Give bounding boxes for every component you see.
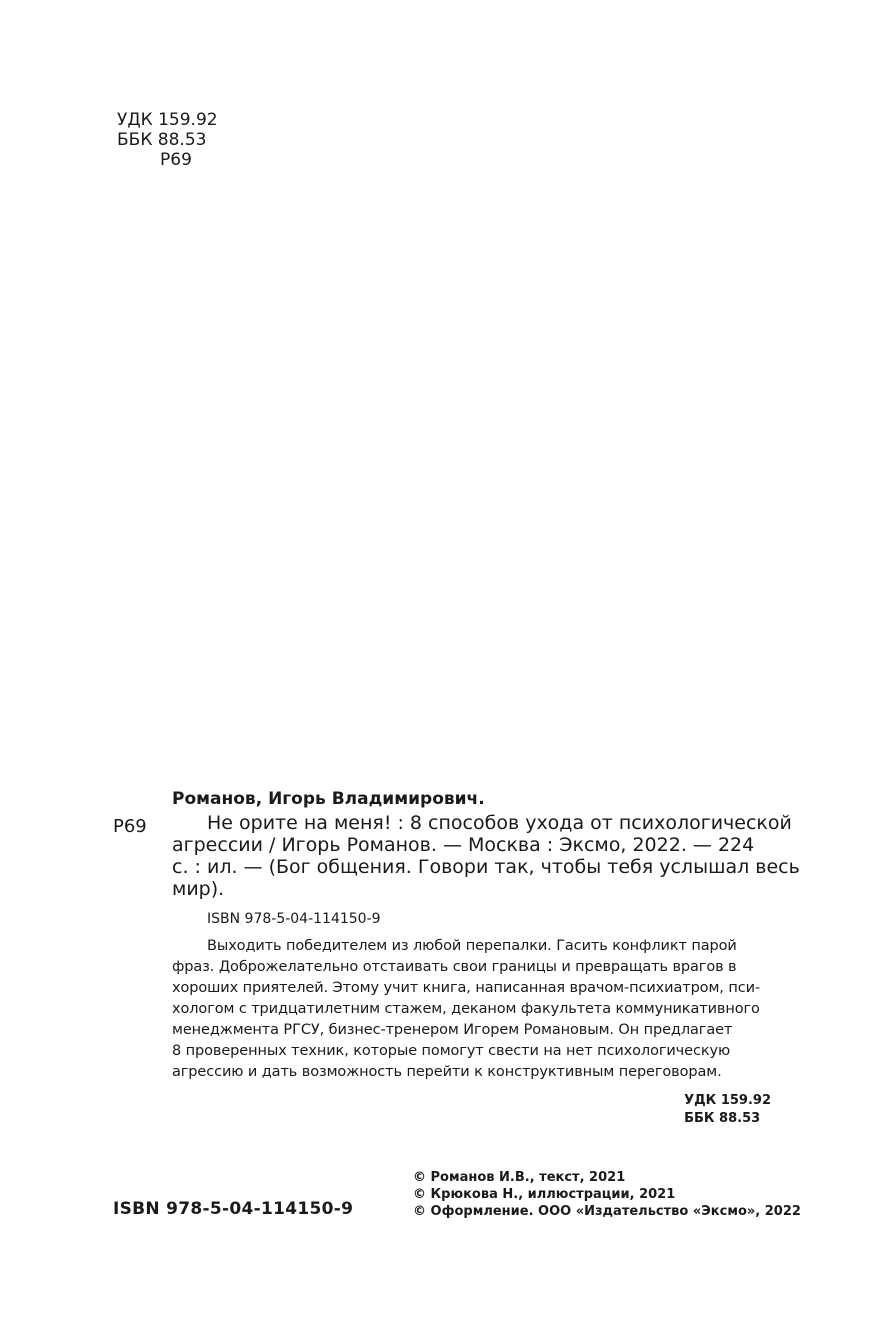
description-line: мир). (172, 878, 225, 900)
description-line: агрессии / Игорь Романов. — Москва : Эксмо, 2022. — 224 (172, 834, 755, 856)
annotation-line: хороших приятелей. Этому учит книга, написанная врачом-психиатром, пси- (172, 980, 761, 996)
copyright-block (413, 1169, 801, 1220)
annotation-line: фраз. Доброжелательно отстаивать свои границы и превращать врагов в (172, 959, 737, 975)
bottom-bbk-code: ББК 88.53 (684, 1111, 761, 1126)
author-heading: Романов, Игорь Владимирович. (172, 789, 485, 809)
isbn-main: ISBN 978-5-04-114150-9 (113, 1199, 354, 1219)
copyright-line: © Крюкова Н., иллюстрации, 2021 (413, 1187, 676, 1202)
description-line: Не орите на меня! : 8 способов ухода от психологической (207, 812, 792, 834)
bottom-classification-codes (684, 1092, 771, 1128)
top-bbk-code: ББК 88.53 (117, 130, 207, 150)
annotation-line: Выходить победителем из любой перепалки. Гасить конфликт парой (207, 938, 737, 954)
annotation-line: агрессию и дать возможность перейти к конструктивным переговорам. (172, 1064, 722, 1080)
author-mark-left: Р69 (113, 816, 147, 837)
copyright-line: © Романов И.В., текст, 2021 (413, 1170, 626, 1185)
annotation-line: менеджмента РГСУ, бизнес-тренером Игорем Романовым. Он предлагает (172, 1022, 733, 1038)
annotation (172, 936, 774, 1083)
top-udk-code: УДК 159.92 (117, 110, 218, 130)
isbn-record: ISBN 978-5-04-114150-9 (207, 911, 381, 927)
bibliographic-description (172, 812, 800, 900)
description-line: с. : ил. — (Бог общения. Говори так, чтобы тебя услышал весь (172, 856, 800, 878)
bottom-udk-code: УДК 159.92 (684, 1093, 771, 1108)
top-author-mark: Р69 (160, 150, 192, 170)
copyright-line: © Оформление. ООО «Издательство «Эксмо», 2022 (413, 1204, 801, 1219)
annotation-line: хологом с тридцатилетним стажем, деканом факультета коммуникативного (172, 1001, 760, 1017)
annotation-line: 8 проверенных техник, которые помогут свести на нет психологическую (172, 1043, 731, 1059)
